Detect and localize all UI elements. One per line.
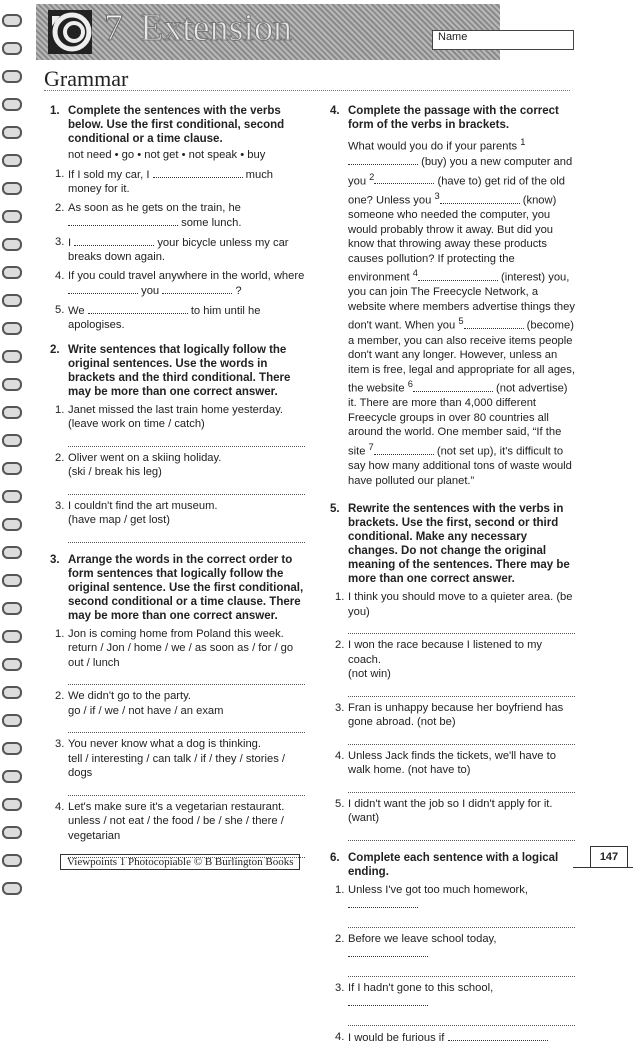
answer-blank[interactable] <box>68 283 138 294</box>
answer-blank[interactable] <box>448 1030 548 1041</box>
answer-line[interactable] <box>68 480 305 495</box>
answer-blank[interactable] <box>153 167 243 178</box>
left-column <box>50 104 305 868</box>
answer-line[interactable] <box>348 826 575 841</box>
answer-blank[interactable] <box>413 381 493 392</box>
answer-line[interactable] <box>348 619 575 634</box>
answer-line[interactable] <box>68 670 305 685</box>
section-divider <box>44 90 570 91</box>
exercise-item: 1. If I sold my car, I much money for it. <box>55 167 274 195</box>
unit-number: 7 <box>104 7 124 49</box>
answer-blank[interactable] <box>162 283 232 294</box>
exercise-number: 5. <box>330 503 340 516</box>
exercise-5 <box>330 502 575 841</box>
exercise-item: 4. If you could travel anywhere in the world, where you ? <box>55 269 305 297</box>
answer-line[interactable] <box>348 913 575 928</box>
section-title: Grammar <box>44 66 129 91</box>
answer-blank[interactable] <box>374 173 434 184</box>
exercise-item: 2. I won the race because I listened to my coach. (not win) <box>335 639 543 681</box>
spiral-binding <box>0 0 22 903</box>
exercise-item: 3. If I hadn't gone to this school, <box>330 981 575 1011</box>
answer-blank[interactable] <box>74 235 154 246</box>
exercise-item: 2. We didn't go to the party. go / if / we / not have / an exam <box>55 690 224 717</box>
answer-line[interactable] <box>68 781 305 796</box>
exercise-item: 3. I your bicycle unless my car breaks down again. <box>55 235 289 263</box>
answer-blank[interactable] <box>88 303 188 314</box>
answer-line[interactable] <box>348 682 575 697</box>
exercise-item: 5. We to him until he apologises. <box>55 303 261 331</box>
exercise-2-instruction: 2. Write sentences that logically follow the original sentences. Use the words in brackets and the third conditional. There may be more than one correct answer. <box>50 343 291 398</box>
answer-blank[interactable] <box>348 154 418 165</box>
exercise-number: 6. <box>330 851 340 864</box>
page-number-rule <box>573 867 633 868</box>
answer-line[interactable] <box>68 528 305 543</box>
exercise-item: 4. Let's make sure it's a vegetarian restaurant. unless / not eat / the food / be / she / there / vegetarian <box>55 800 285 842</box>
exercise-item: 3. You never know what a dog is thinking. tell / interesting / can talk / if / they / stories / dogs <box>55 738 286 779</box>
exercise-2 <box>50 343 305 543</box>
name-label: Name <box>438 31 468 43</box>
verb-word-list: not need • go • not get • not speak • buy <box>68 149 266 161</box>
exercise-number: 3. <box>50 553 60 566</box>
answer-blank[interactable] <box>348 995 428 1006</box>
answer-line[interactable] <box>68 718 305 733</box>
exercise-item: 2. Before we leave school today, <box>330 932 575 962</box>
answer-blank[interactable] <box>464 318 524 329</box>
exercise-4-instruction: 4. Complete the passage with the correct form of the verbs in brackets. <box>330 105 559 131</box>
exercise-item: 4. Unless Jack finds the tickets, we'll have to walk home. (not have to) <box>335 749 556 777</box>
answer-line[interactable] <box>348 730 575 745</box>
exercise-item: 4. I would be furious if <box>330 1030 575 1046</box>
exercise-number: 2. <box>50 343 60 356</box>
exercise-4 <box>330 104 575 488</box>
answer-line[interactable] <box>68 432 305 447</box>
answer-blank[interactable] <box>348 946 428 957</box>
exercise-item: 5. I didn't want the job so I didn't apply for it. (want) <box>335 797 553 825</box>
exercise-6 <box>330 851 575 1046</box>
answer-blank[interactable] <box>418 270 498 281</box>
answer-blank[interactable] <box>440 193 520 204</box>
exercise-1 <box>50 104 305 333</box>
answer-line[interactable] <box>348 962 575 977</box>
viewpoints-logo-icon <box>46 8 94 56</box>
exercise-item: 1. I think you should move to a quieter area. (be you) <box>335 591 573 618</box>
exercise-item: 1. Jon is coming home from Poland this week. return / Jon / home / we / as soon as / for / go out / lunch <box>55 627 294 669</box>
answer-line[interactable] <box>348 778 575 793</box>
answer-line[interactable] <box>348 1011 575 1026</box>
answer-blank[interactable] <box>374 444 434 455</box>
exercise-number: 1. <box>50 105 60 117</box>
exercise-6-instruction: 6. Complete each sentence with a logical ending. <box>330 851 559 878</box>
right-column <box>330 104 575 1055</box>
exercise-number: 4. <box>330 105 340 117</box>
unit-title: Extension <box>140 7 292 49</box>
exercise-item: 3. I couldn't find the art museum. (have map / get lost) <box>55 499 218 526</box>
exercise-1-instruction: 1. Complete the sentences with the verbs below. Use the first conditional, second conditional or a time clause. <box>50 105 285 145</box>
freecycle-passage: What would you do if your parents $^1$ (buy) you a new computer and you $^2$ (have to) get rid of the old one? Unless you $^3$ (know) someone who needed the computer, you would probably throw it away. But did you know that throwing away these products causes pollution? If protecting the environment $^4$ (interest) you, you can join The Freecycle Network, a website where members advertise things they don't want. When you $^5$ (become) a member, you can also receive items people don't want any longer. However, unless an item is free, legal and appropriate for all ages, the website $^6$ (not advertise) it. There are more than 4,000 different Freecycle groups in over 80 countries all around the world. One member said, “If the site $^7$ (not set up), it's difficult to say how many additional tons of waste would have polluted our planet.” <box>348 137 575 487</box>
footer-credit: Viewpoints 1 Photocopiable © B Burlington Books <box>60 854 300 870</box>
exercise-3 <box>50 553 305 859</box>
exercise-item: 2. Oliver went on a skiing holiday. (ski / break his leg) <box>55 451 222 478</box>
exercise-item: 2. As soon as he gets on the train, he some lunch. <box>55 201 242 229</box>
answer-blank[interactable] <box>68 215 178 226</box>
exercise-item: 1. Janet missed the last train home yesterday. (leave work on time / catch) <box>55 403 283 430</box>
exercise-3-instruction: 3. Arrange the words in the correct order to form sentences that logically follow the original sentence. Use the first conditional, second conditional or a time clause. There may be more than one correct answer. <box>50 553 304 622</box>
exercise-item: 3. Fran is unhappy because her boyfriend has gone abroad. (not be) <box>335 701 564 729</box>
exercise-item: 1. Unless I've got too much homework, <box>330 883 575 913</box>
page-number: 147 <box>590 846 628 868</box>
exercise-5-instruction: 5. Rewrite the sentences with the verbs in brackets. Use the first, second or third conditional. Make any necessary changes. Do not change the original meaning of the sentences. There may be more than one correct answer. <box>330 503 570 586</box>
